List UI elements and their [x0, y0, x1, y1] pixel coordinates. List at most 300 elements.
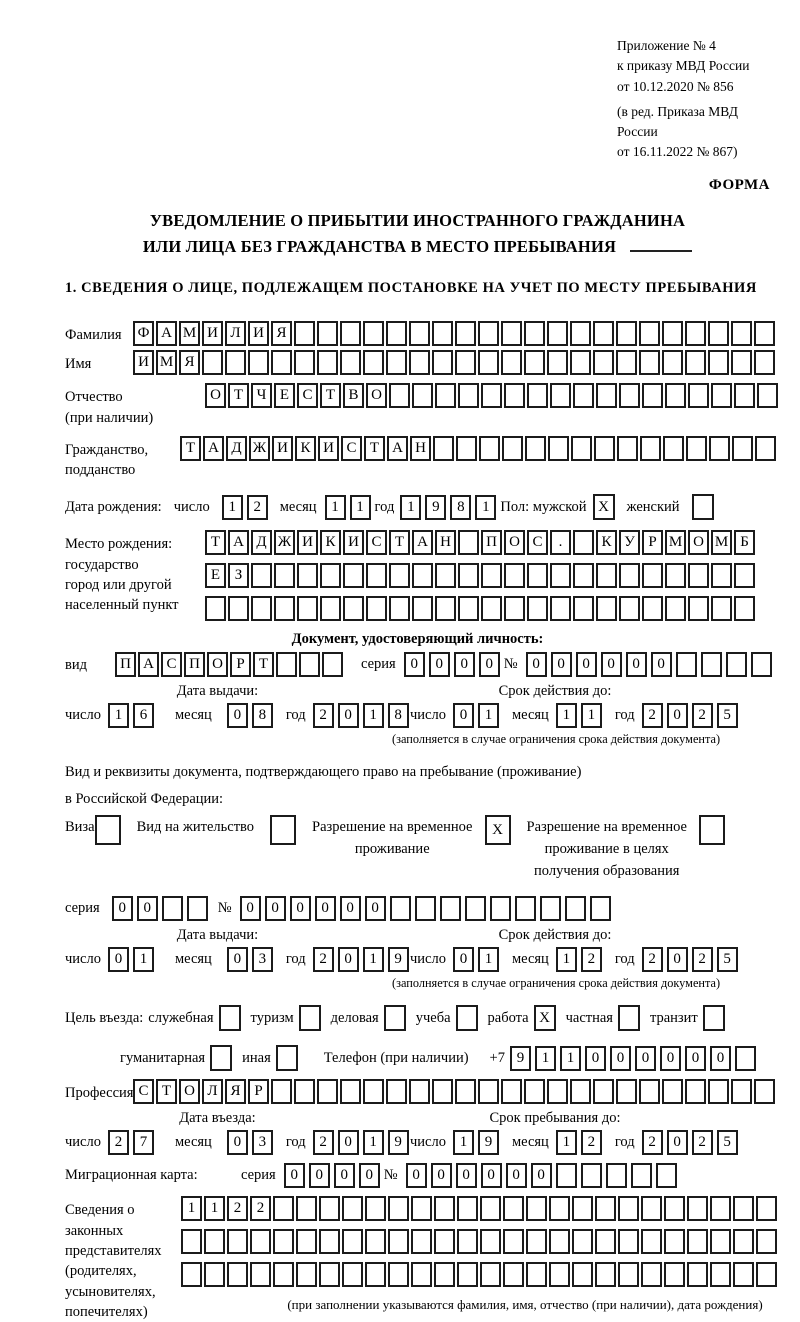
char-cell[interactable] [687, 1196, 708, 1221]
char-cell[interactable]: 2 [108, 1130, 129, 1155]
char-cell[interactable]: 1 [560, 1046, 581, 1071]
char-cell[interactable] [432, 321, 453, 346]
char-cell[interactable] [751, 652, 772, 677]
char-cell[interactable] [296, 1196, 317, 1221]
char-cell[interactable] [271, 1079, 292, 1104]
char-cell[interactable]: 0 [610, 1046, 631, 1071]
char-cell[interactable] [250, 1229, 271, 1254]
char-cell[interactable]: 1 [453, 1130, 474, 1155]
char-cell[interactable] [412, 383, 433, 408]
char-cell[interactable] [162, 896, 183, 921]
char-cell[interactable] [709, 436, 730, 461]
char-cell[interactable]: 0 [290, 896, 311, 921]
char-cell[interactable]: 2 [250, 1196, 271, 1221]
char-cell[interactable] [754, 1079, 775, 1104]
char-cell[interactable] [273, 1196, 294, 1221]
char-cell[interactable] [317, 1079, 338, 1104]
char-cell[interactable]: 0 [137, 896, 158, 921]
char-cell[interactable] [340, 321, 361, 346]
char-cell[interactable]: Д [226, 436, 247, 461]
char-cell[interactable] [570, 321, 591, 346]
char-cell[interactable] [547, 350, 568, 375]
char-cell[interactable]: П [184, 652, 205, 677]
char-cell[interactable] [641, 1196, 662, 1221]
char-cell[interactable] [181, 1262, 202, 1287]
char-cell[interactable]: 0 [481, 1163, 502, 1188]
char-cell[interactable] [389, 563, 410, 588]
char-cell[interactable] [734, 596, 755, 621]
char-cell[interactable] [202, 350, 223, 375]
char-cell[interactable] [639, 321, 660, 346]
char-cell[interactable] [686, 436, 707, 461]
char-cell[interactable] [478, 350, 499, 375]
char-cell[interactable]: 0 [227, 1130, 248, 1155]
char-cell[interactable] [593, 1079, 614, 1104]
char-cell[interactable]: И [318, 436, 339, 461]
char-cell[interactable] [342, 1196, 363, 1221]
purpose-tourism-checkbox[interactable] [299, 1005, 321, 1031]
char-cell[interactable] [708, 350, 729, 375]
char-cell[interactable]: М [665, 530, 686, 555]
char-cell[interactable]: 0 [112, 896, 133, 921]
char-cell[interactable]: 8 [388, 703, 409, 728]
char-cell[interactable] [455, 350, 476, 375]
char-cell[interactable] [526, 1229, 547, 1254]
char-cell[interactable]: 0 [551, 652, 572, 677]
char-cell[interactable] [685, 350, 706, 375]
char-cell[interactable]: В [343, 383, 364, 408]
char-cell[interactable] [435, 563, 456, 588]
char-cell[interactable] [526, 1262, 547, 1287]
char-cell[interactable]: Ф [133, 321, 154, 346]
char-cell[interactable]: 8 [450, 495, 471, 520]
char-cell[interactable] [642, 563, 663, 588]
char-cell[interactable]: 0 [404, 652, 425, 677]
char-cell[interactable] [616, 350, 637, 375]
char-cell[interactable]: 5 [717, 1130, 738, 1155]
char-cell[interactable] [204, 1229, 225, 1254]
char-cell[interactable] [457, 1229, 478, 1254]
char-cell[interactable] [526, 1196, 547, 1221]
char-cell[interactable] [595, 1229, 616, 1254]
char-cell[interactable] [502, 436, 523, 461]
char-cell[interactable]: 1 [133, 947, 154, 972]
char-cell[interactable] [501, 1079, 522, 1104]
char-cell[interactable] [458, 383, 479, 408]
char-cell[interactable] [619, 596, 640, 621]
char-cell[interactable] [366, 596, 387, 621]
permit-residence-checkbox[interactable] [270, 815, 296, 845]
char-cell[interactable] [711, 596, 732, 621]
char-cell[interactable] [480, 1229, 501, 1254]
char-cell[interactable]: 1 [181, 1196, 202, 1221]
char-cell[interactable] [227, 1262, 248, 1287]
char-cell[interactable]: 1 [535, 1046, 556, 1071]
char-cell[interactable]: А [412, 530, 433, 555]
char-cell[interactable] [251, 563, 272, 588]
char-cell[interactable] [734, 563, 755, 588]
char-cell[interactable] [480, 1262, 501, 1287]
char-cell[interactable] [365, 1229, 386, 1254]
char-cell[interactable] [296, 1229, 317, 1254]
char-cell[interactable]: Д [251, 530, 272, 555]
char-cell[interactable] [271, 350, 292, 375]
char-cell[interactable]: И [133, 350, 154, 375]
char-cell[interactable] [317, 321, 338, 346]
char-cell[interactable] [187, 896, 208, 921]
char-cell[interactable]: 0 [576, 652, 597, 677]
char-cell[interactable]: С [366, 530, 387, 555]
char-cell[interactable] [480, 1196, 501, 1221]
char-cell[interactable] [457, 1262, 478, 1287]
char-cell[interactable]: И [202, 321, 223, 346]
char-cell[interactable]: Е [205, 563, 226, 588]
char-cell[interactable] [731, 321, 752, 346]
char-cell[interactable]: 0 [506, 1163, 527, 1188]
char-cell[interactable]: 1 [108, 703, 129, 728]
char-cell[interactable] [409, 321, 430, 346]
char-cell[interactable]: Р [642, 530, 663, 555]
purpose-business-checkbox[interactable] [384, 1005, 406, 1031]
char-cell[interactable] [641, 1262, 662, 1287]
char-cell[interactable]: Т [320, 383, 341, 408]
char-cell[interactable]: С [341, 436, 362, 461]
char-cell[interactable]: А [156, 321, 177, 346]
char-cell[interactable] [685, 321, 706, 346]
char-cell[interactable] [710, 1262, 731, 1287]
char-cell[interactable] [573, 563, 594, 588]
char-cell[interactable] [556, 1163, 577, 1188]
char-cell[interactable]: Р [248, 1079, 269, 1104]
char-cell[interactable]: 0 [667, 947, 688, 972]
char-cell[interactable] [711, 383, 732, 408]
char-cell[interactable]: 1 [581, 703, 602, 728]
char-cell[interactable]: Т [156, 1079, 177, 1104]
char-cell[interactable]: 1 [222, 495, 243, 520]
char-cell[interactable]: 0 [479, 652, 500, 677]
char-cell[interactable] [593, 350, 614, 375]
char-cell[interactable] [479, 436, 500, 461]
char-cell[interactable] [524, 321, 545, 346]
char-cell[interactable]: Т [180, 436, 201, 461]
char-cell[interactable] [617, 436, 638, 461]
char-cell[interactable] [455, 1079, 476, 1104]
char-cell[interactable] [687, 1262, 708, 1287]
char-cell[interactable] [550, 563, 571, 588]
char-cell[interactable]: 9 [510, 1046, 531, 1071]
char-cell[interactable]: Л [202, 1079, 223, 1104]
char-cell[interactable] [641, 1229, 662, 1254]
char-cell[interactable] [322, 652, 343, 677]
char-cell[interactable]: Т [228, 383, 249, 408]
char-cell[interactable]: 8 [252, 703, 273, 728]
char-cell[interactable] [549, 1196, 570, 1221]
char-cell[interactable] [386, 1079, 407, 1104]
char-cell[interactable] [456, 436, 477, 461]
char-cell[interactable]: 5 [717, 703, 738, 728]
char-cell[interactable] [731, 1079, 752, 1104]
char-cell[interactable] [581, 1163, 602, 1188]
char-cell[interactable] [411, 1262, 432, 1287]
char-cell[interactable]: 0 [338, 1130, 359, 1155]
char-cell[interactable]: 0 [660, 1046, 681, 1071]
char-cell[interactable]: 2 [581, 1130, 602, 1155]
char-cell[interactable] [409, 1079, 430, 1104]
char-cell[interactable]: 2 [692, 1130, 713, 1155]
char-cell[interactable] [571, 436, 592, 461]
char-cell[interactable]: 0 [453, 703, 474, 728]
char-cell[interactable]: 1 [556, 947, 577, 972]
char-cell[interactable] [228, 596, 249, 621]
char-cell[interactable] [527, 563, 548, 588]
char-cell[interactable]: 0 [651, 652, 672, 677]
char-cell[interactable] [481, 383, 502, 408]
char-cell[interactable] [389, 596, 410, 621]
char-cell[interactable]: 2 [692, 703, 713, 728]
char-cell[interactable] [642, 383, 663, 408]
char-cell[interactable]: 1 [475, 495, 496, 520]
char-cell[interactable] [640, 436, 661, 461]
char-cell[interactable]: 9 [388, 1130, 409, 1155]
char-cell[interactable]: 0 [626, 652, 647, 677]
char-cell[interactable] [411, 1229, 432, 1254]
char-cell[interactable] [251, 596, 272, 621]
char-cell[interactable] [573, 596, 594, 621]
char-cell[interactable]: 0 [635, 1046, 656, 1071]
char-cell[interactable]: 3 [252, 947, 273, 972]
char-cell[interactable] [340, 350, 361, 375]
char-cell[interactable]: С [297, 383, 318, 408]
char-cell[interactable] [435, 383, 456, 408]
char-cell[interactable] [317, 350, 338, 375]
char-cell[interactable] [754, 350, 775, 375]
char-cell[interactable] [663, 436, 684, 461]
char-cell[interactable] [296, 1262, 317, 1287]
char-cell[interactable] [390, 896, 411, 921]
char-cell[interactable]: Я [179, 350, 200, 375]
char-cell[interactable]: 0 [526, 652, 547, 677]
char-cell[interactable] [708, 1079, 729, 1104]
char-cell[interactable] [548, 436, 569, 461]
char-cell[interactable] [664, 1229, 685, 1254]
char-cell[interactable] [618, 1229, 639, 1254]
char-cell[interactable] [547, 1079, 568, 1104]
char-cell[interactable] [388, 1229, 409, 1254]
char-cell[interactable]: 0 [309, 1163, 330, 1188]
char-cell[interactable] [434, 1262, 455, 1287]
char-cell[interactable] [386, 350, 407, 375]
char-cell[interactable]: 1 [556, 1130, 577, 1155]
char-cell[interactable] [455, 321, 476, 346]
char-cell[interactable]: Я [225, 1079, 246, 1104]
char-cell[interactable]: 5 [717, 947, 738, 972]
char-cell[interactable]: 6 [133, 703, 154, 728]
char-cell[interactable] [710, 1196, 731, 1221]
char-cell[interactable]: 9 [425, 495, 446, 520]
char-cell[interactable]: 0 [429, 652, 450, 677]
char-cell[interactable] [248, 350, 269, 375]
char-cell[interactable] [754, 321, 775, 346]
char-cell[interactable] [320, 596, 341, 621]
purpose-study-checkbox[interactable] [456, 1005, 478, 1031]
char-cell[interactable] [366, 563, 387, 588]
char-cell[interactable] [299, 652, 320, 677]
char-cell[interactable] [435, 596, 456, 621]
char-cell[interactable] [501, 350, 522, 375]
char-cell[interactable]: О [205, 383, 226, 408]
char-cell[interactable] [434, 1196, 455, 1221]
char-cell[interactable] [606, 1163, 627, 1188]
permit-edu-checkbox[interactable] [699, 815, 725, 845]
purpose-humanitarian-checkbox[interactable] [210, 1045, 232, 1071]
char-cell[interactable] [688, 383, 709, 408]
char-cell[interactable] [685, 1079, 706, 1104]
char-cell[interactable] [595, 1196, 616, 1221]
char-cell[interactable] [458, 596, 479, 621]
char-cell[interactable] [365, 1196, 386, 1221]
char-cell[interactable] [409, 350, 430, 375]
char-cell[interactable]: 2 [313, 947, 334, 972]
char-cell[interactable]: П [115, 652, 136, 677]
char-cell[interactable]: Л [225, 321, 246, 346]
char-cell[interactable] [343, 563, 364, 588]
char-cell[interactable] [527, 383, 548, 408]
char-cell[interactable] [596, 563, 617, 588]
char-cell[interactable] [415, 896, 436, 921]
char-cell[interactable] [340, 1079, 361, 1104]
char-cell[interactable]: Т [253, 652, 274, 677]
char-cell[interactable]: З [228, 563, 249, 588]
char-cell[interactable]: 1 [325, 495, 346, 520]
char-cell[interactable] [619, 383, 640, 408]
char-cell[interactable]: 0 [227, 703, 248, 728]
char-cell[interactable]: 2 [692, 947, 713, 972]
char-cell[interactable]: И [272, 436, 293, 461]
char-cell[interactable] [389, 383, 410, 408]
char-cell[interactable] [756, 1262, 777, 1287]
char-cell[interactable] [665, 383, 686, 408]
char-cell[interactable] [550, 383, 571, 408]
char-cell[interactable] [687, 1229, 708, 1254]
char-cell[interactable]: О [688, 530, 709, 555]
char-cell[interactable] [631, 1163, 652, 1188]
char-cell[interactable]: 1 [478, 703, 499, 728]
char-cell[interactable] [294, 1079, 315, 1104]
char-cell[interactable] [227, 1229, 248, 1254]
char-cell[interactable] [665, 596, 686, 621]
char-cell[interactable] [549, 1262, 570, 1287]
char-cell[interactable] [711, 563, 732, 588]
char-cell[interactable]: 0 [365, 896, 386, 921]
char-cell[interactable] [490, 896, 511, 921]
char-cell[interactable] [593, 321, 614, 346]
char-cell[interactable]: С [527, 530, 548, 555]
char-cell[interactable]: 2 [581, 947, 602, 972]
permit-temp-checkbox[interactable]: X [485, 815, 511, 845]
char-cell[interactable] [294, 321, 315, 346]
char-cell[interactable] [550, 596, 571, 621]
char-cell[interactable] [664, 1196, 685, 1221]
char-cell[interactable]: 3 [252, 1130, 273, 1155]
char-cell[interactable] [732, 436, 753, 461]
char-cell[interactable]: К [596, 530, 617, 555]
char-cell[interactable] [503, 1262, 524, 1287]
char-cell[interactable] [524, 350, 545, 375]
char-cell[interactable] [365, 1262, 386, 1287]
char-cell[interactable] [595, 1262, 616, 1287]
char-cell[interactable] [619, 563, 640, 588]
char-cell[interactable] [547, 321, 568, 346]
char-cell[interactable] [297, 563, 318, 588]
char-cell[interactable]: Ж [249, 436, 270, 461]
char-cell[interactable]: 0 [456, 1163, 477, 1188]
char-cell[interactable]: 0 [227, 947, 248, 972]
char-cell[interactable] [618, 1262, 639, 1287]
char-cell[interactable] [665, 563, 686, 588]
char-cell[interactable] [320, 563, 341, 588]
char-cell[interactable] [676, 652, 697, 677]
char-cell[interactable] [481, 596, 502, 621]
char-cell[interactable]: А [138, 652, 159, 677]
char-cell[interactable]: К [295, 436, 316, 461]
char-cell[interactable]: Т [205, 530, 226, 555]
char-cell[interactable] [274, 563, 295, 588]
char-cell[interactable]: И [343, 530, 364, 555]
char-cell[interactable] [276, 652, 297, 677]
char-cell[interactable]: 9 [388, 947, 409, 972]
char-cell[interactable]: Н [435, 530, 456, 555]
char-cell[interactable] [664, 1262, 685, 1287]
char-cell[interactable]: 0 [359, 1163, 380, 1188]
char-cell[interactable]: С [133, 1079, 154, 1104]
char-cell[interactable]: К [320, 530, 341, 555]
char-cell[interactable] [457, 1196, 478, 1221]
char-cell[interactable]: А [387, 436, 408, 461]
char-cell[interactable] [688, 596, 709, 621]
char-cell[interactable] [458, 530, 479, 555]
char-cell[interactable]: 1 [478, 947, 499, 972]
char-cell[interactable]: . [550, 530, 571, 555]
char-cell[interactable] [726, 652, 747, 677]
char-cell[interactable]: И [248, 321, 269, 346]
char-cell[interactable] [297, 596, 318, 621]
gender-female-checkbox[interactable] [692, 494, 714, 520]
char-cell[interactable]: 0 [585, 1046, 606, 1071]
char-cell[interactable]: 0 [667, 1130, 688, 1155]
char-cell[interactable] [363, 1079, 384, 1104]
char-cell[interactable]: 1 [363, 1130, 384, 1155]
char-cell[interactable]: 2 [247, 495, 268, 520]
char-cell[interactable] [434, 1229, 455, 1254]
purpose-official-checkbox[interactable] [219, 1005, 241, 1031]
purpose-transit-checkbox[interactable] [703, 1005, 725, 1031]
char-cell[interactable] [319, 1229, 340, 1254]
char-cell[interactable] [527, 596, 548, 621]
char-cell[interactable] [504, 383, 525, 408]
char-cell[interactable]: 2 [227, 1196, 248, 1221]
char-cell[interactable]: 1 [363, 947, 384, 972]
char-cell[interactable]: А [203, 436, 224, 461]
char-cell[interactable]: 2 [642, 947, 663, 972]
char-cell[interactable]: 0 [710, 1046, 731, 1071]
char-cell[interactable] [386, 321, 407, 346]
char-cell[interactable] [710, 1229, 731, 1254]
char-cell[interactable] [273, 1262, 294, 1287]
char-cell[interactable]: М [711, 530, 732, 555]
char-cell[interactable]: Т [389, 530, 410, 555]
char-cell[interactable] [701, 652, 722, 677]
char-cell[interactable]: 0 [667, 703, 688, 728]
